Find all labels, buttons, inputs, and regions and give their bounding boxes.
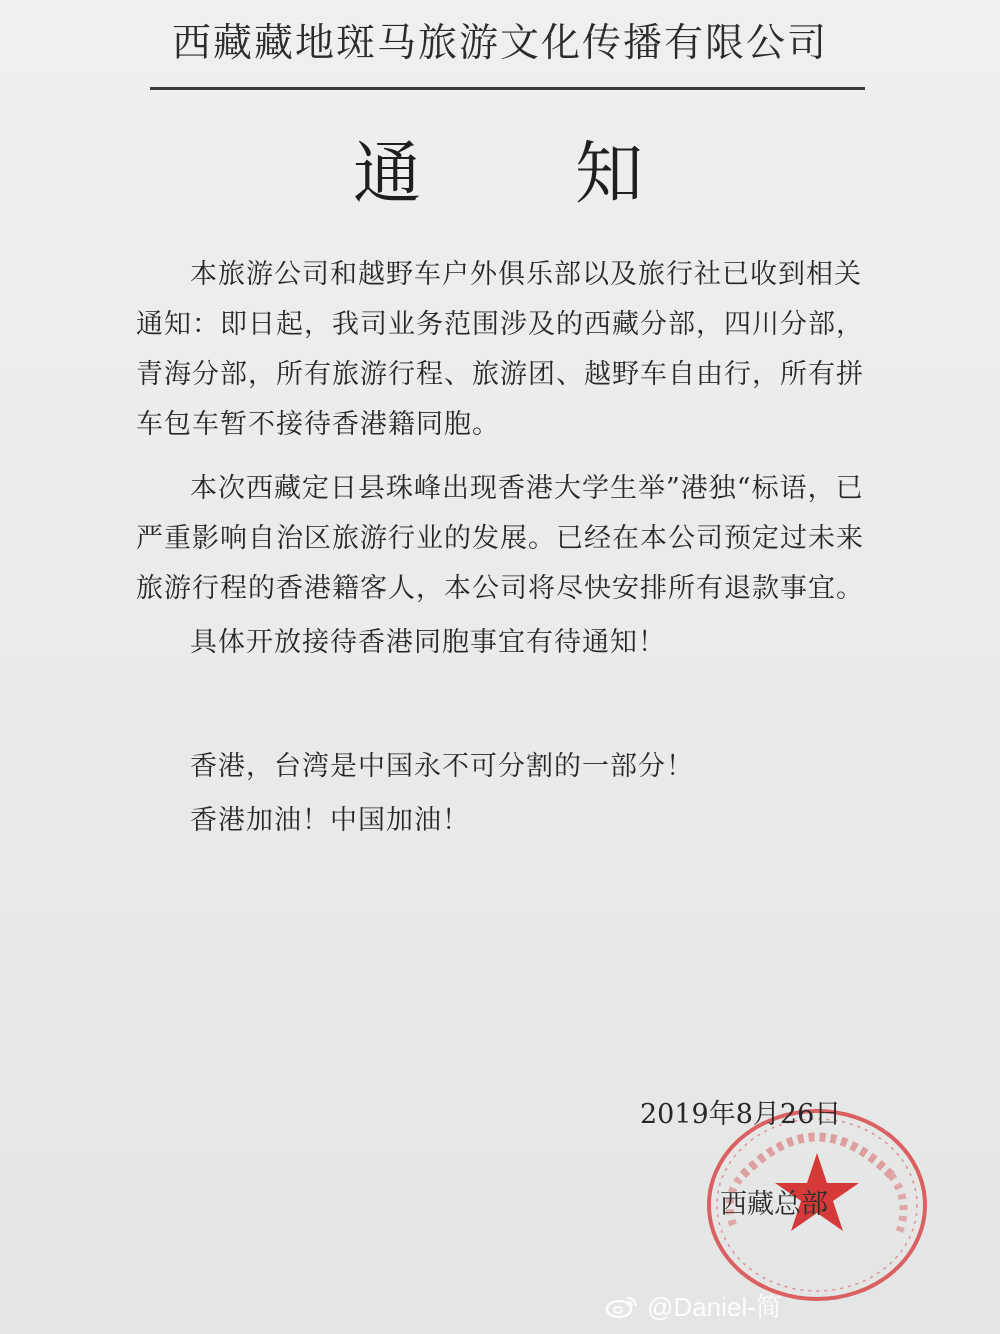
notice-body — [136, 250, 876, 668]
body-paragraph-2: 本次西藏定日县珠峰出现香港大学生举”港独“标语，已严重影响自治区旅游行业的发展。已经在本公司预定过未来旅游行程的香港籍客人，本公司将尽快安排所有退款事宜。 — [136, 473, 864, 604]
body-paragraph-1: 本旅游公司和越野车户外俱乐部以及旅行社已收到相关通知：即日起，我司业务范围涉及的西藏分部，四川分部，青海分部，所有旅游行程、旅游团、越野车自由行，所有拼车包车暂不接待香港籍同胞。 — [136, 259, 864, 440]
watermark-handle: @Daniel-简 — [647, 1292, 782, 1322]
slogan-line-1: 香港，台湾是中国永不可分割的一部分！ — [190, 751, 694, 782]
header-divider — [150, 87, 865, 90]
weibo-watermark — [605, 1290, 782, 1324]
title-char-tong: 通 — [353, 135, 422, 214]
notice-title — [0, 135, 1000, 215]
title-char-zhi: 知 — [575, 135, 644, 214]
weibo-icon — [605, 1294, 639, 1320]
signer-name: 西藏总部 — [720, 1189, 828, 1220]
body-paragraph-3: 具体开放接待香港同胞事宜有待通知！ — [190, 627, 666, 658]
slogans — [190, 740, 694, 848]
document-date: 2019年8月26日 — [640, 1099, 842, 1130]
company-header: 西藏藏地斑马旅游文化传播有限公司 — [171, 21, 828, 66]
slogan-line-2: 香港加油！中国加油！ — [190, 805, 470, 836]
